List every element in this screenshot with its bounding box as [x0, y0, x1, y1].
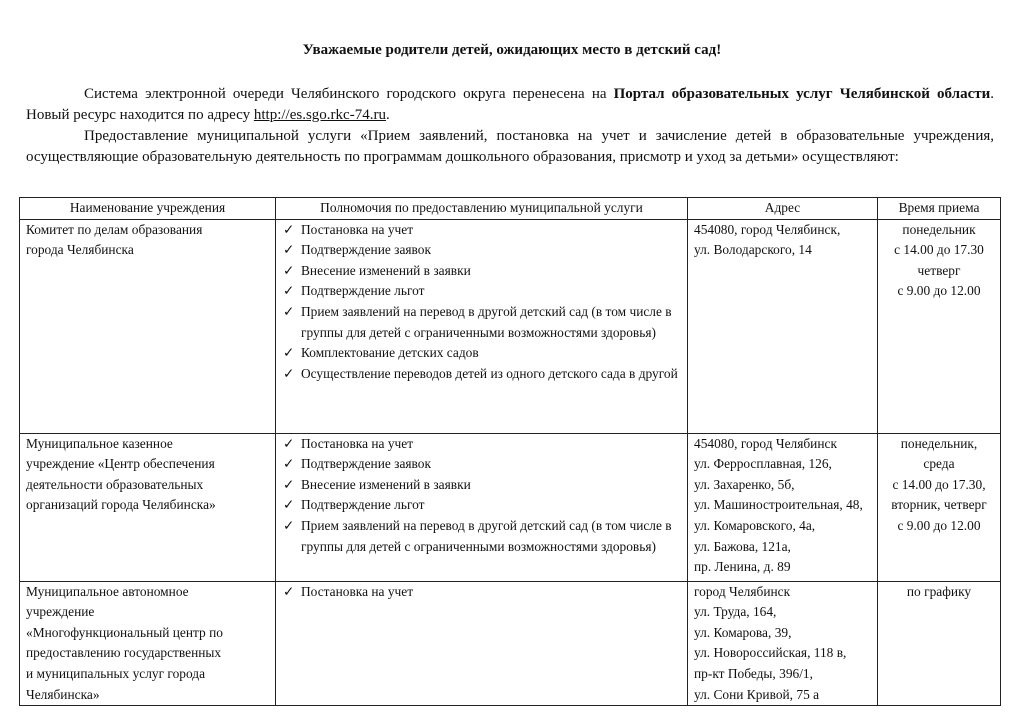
address-cell — [688, 219, 878, 433]
checkmark-icon: ✓ — [283, 283, 295, 299]
hours-cell-line: четверг — [917, 262, 961, 278]
hours-cell-line: среда — [923, 456, 955, 472]
checkmark-icon: ✓ — [283, 365, 295, 381]
power-item-text: Подтверждение заявок — [301, 242, 431, 258]
page-title: Уважаемые родители детей, ожидающих место в детский сад! — [302, 42, 722, 58]
power-item-text: Осуществление переводов детей из одного детского сада в другой — [301, 365, 678, 381]
institution-cell-line: организаций города Челябинска» — [26, 497, 216, 513]
checkmark-icon: ✓ — [283, 345, 295, 361]
checkmark-icon: ✓ — [283, 303, 295, 319]
list-item — [280, 343, 683, 364]
institution-cell-line: Муниципальное казенное — [26, 435, 173, 451]
institution-cell — [20, 581, 276, 706]
checkmark-icon: ✓ — [283, 262, 295, 278]
hours-cell-line: вторник, четверг — [891, 497, 987, 513]
address-cell-line: ул. Комарова, 39, — [694, 624, 792, 640]
institution-cell-line: «Многофункциональный центр по — [26, 624, 223, 640]
powers-cell — [276, 219, 688, 433]
address-cell-line: ул. Машиностроительная, 48, — [694, 497, 863, 513]
power-item-text: Прием заявлений на перевод в другой детский сад (в том числе в группы для детей с ограниченными возможностями здоровья) — [301, 303, 672, 340]
checkmark-icon: ✓ — [283, 456, 295, 472]
checkmark-icon: ✓ — [283, 242, 295, 258]
list-item — [280, 240, 683, 261]
address-cell-line: ул. Володарского, 14 — [694, 242, 812, 258]
institution-cell — [20, 433, 276, 581]
address-cell-line: город Челябинск — [694, 583, 791, 599]
address-cell-line: ул. Новороссийская, 118 в, — [694, 645, 847, 661]
powers-cell — [276, 581, 688, 706]
list-item — [280, 364, 683, 385]
institution-cell — [20, 219, 276, 433]
address-cell-line: 454080, город Челябинск — [694, 435, 837, 451]
powers-list — [280, 220, 683, 385]
address-cell — [688, 433, 878, 581]
institution-cell-line: города Челябинска — [26, 242, 134, 258]
powers-list — [280, 582, 683, 603]
list-item — [280, 475, 683, 496]
hours-cell-line: по графику — [906, 583, 972, 599]
list-item — [280, 281, 683, 302]
institutions-table — [19, 197, 1001, 706]
address-cell-line: ул. Комаровского, 4а, — [694, 517, 816, 533]
list-item — [280, 582, 683, 603]
header-institution: Наименование учреждения — [20, 198, 276, 220]
checkmark-icon: ✓ — [283, 476, 295, 492]
portal-link[interactable]: http://es.sgo.rkc-74.ru — [253, 107, 386, 123]
address-cell-line: ул. Сони Кривой, 75 а — [694, 686, 820, 702]
institution-cell-line: учреждение — [26, 604, 95, 620]
checkmark-icon: ✓ — [283, 497, 295, 513]
list-item — [280, 261, 683, 282]
hours-cell-line: с 14.00 до 17.30, — [892, 476, 986, 492]
power-item-text: Подтверждение льгот — [301, 283, 425, 299]
hours-cell-line: с 9.00 до 12.00 — [897, 283, 981, 299]
address-cell-line: пр-кт Победы, 396/1, — [694, 665, 813, 681]
hours-cell — [878, 433, 1001, 581]
checkmark-icon: ✓ — [283, 435, 295, 451]
power-item-text: Подтверждение заявок — [301, 456, 431, 472]
hours-cell — [878, 581, 1001, 706]
table-row — [20, 433, 1001, 581]
table-row — [20, 219, 1001, 433]
address-cell — [688, 581, 878, 706]
power-item-text: Постановка на учет — [301, 583, 414, 599]
institution-cell-line: Комитет по делам образования — [26, 221, 203, 237]
institution-cell-line: деятельности образовательных — [26, 476, 204, 492]
power-item-text: Прием заявлений на перевод в другой детский сад (в том числе в группы для детей с ограниченными возможностями здоровья) — [301, 517, 672, 554]
list-item — [280, 516, 683, 557]
hours-cell-line: понедельник, — [900, 435, 978, 451]
institution-cell-line: Челябинска» — [26, 686, 100, 702]
header-powers: Полномочия по предоставлению муниципальной услуги — [276, 198, 688, 220]
power-item-text: Комплектование детских садов — [301, 345, 479, 361]
power-item-text: Внесение изменений в заявки — [301, 476, 471, 492]
list-item — [280, 454, 683, 475]
checkmark-icon: ✓ — [283, 221, 295, 237]
power-item-text: Внесение изменений в заявки — [301, 262, 471, 278]
power-item-text: Подтверждение льгот — [301, 497, 425, 513]
checkmark-icon: ✓ — [283, 517, 295, 533]
address-cell-line: ул. Захаренко, 5б, — [694, 476, 795, 492]
institution-cell-line: предоставлению государственных — [26, 645, 222, 661]
institution-cell-line: учреждение «Центр обеспечения — [26, 456, 215, 472]
list-item — [280, 302, 683, 343]
address-cell-line: 454080, город Челябинск, — [694, 221, 841, 237]
power-item-text: Постановка на учет — [301, 435, 414, 451]
address-cell-line: ул. Труда, 164, — [694, 604, 777, 620]
header-hours: Время приема — [878, 198, 1001, 220]
powers-list — [280, 434, 683, 558]
table-row — [20, 581, 1001, 706]
address-cell-line: пр. Ленина, д. 89 — [694, 559, 791, 575]
hours-cell-line: понедельник — [902, 221, 976, 237]
list-item — [280, 495, 683, 516]
intro-text — [26, 84, 994, 168]
header-address: Адрес — [688, 198, 878, 220]
intro-paragraph-2: Предоставление муниципальной услуги «Прием заявлений, постановка на учет и зачисление детей в образовательные учреждения, осуществляющие образовательную деятельность по программам дошкольного образования, присмотр и уход за детьми» осуществляют: — [26, 128, 994, 165]
table-header-row — [20, 198, 1001, 220]
hours-cell-line: с 14.00 до 17.30 — [894, 242, 984, 258]
hours-cell-line: с 9.00 до 12.00 — [897, 517, 981, 533]
institution-cell-line: Муниципальное автономное — [26, 583, 189, 599]
institution-cell-line: и муниципальных услуг города — [26, 665, 206, 681]
intro-paragraph-1: Система электронной очереди Челябинского городского округа перенесена на Портал образовательных услуг Челябинской области. Новый ресурс находится по адресу http://es.sgo.rkc-74.ru. — [26, 86, 995, 123]
list-item — [280, 220, 683, 241]
power-item-text: Постановка на учет — [301, 221, 414, 237]
portal-name: Портал образовательных услуг Челябинской области — [613, 86, 991, 102]
hours-cell — [878, 219, 1001, 433]
checkmark-icon: ✓ — [283, 583, 295, 599]
address-cell-line: ул. Ферросплавная, 126, — [694, 456, 832, 472]
powers-cell — [276, 433, 688, 581]
list-item — [280, 434, 683, 455]
address-cell-line: ул. Бажова, 121а, — [694, 538, 791, 554]
